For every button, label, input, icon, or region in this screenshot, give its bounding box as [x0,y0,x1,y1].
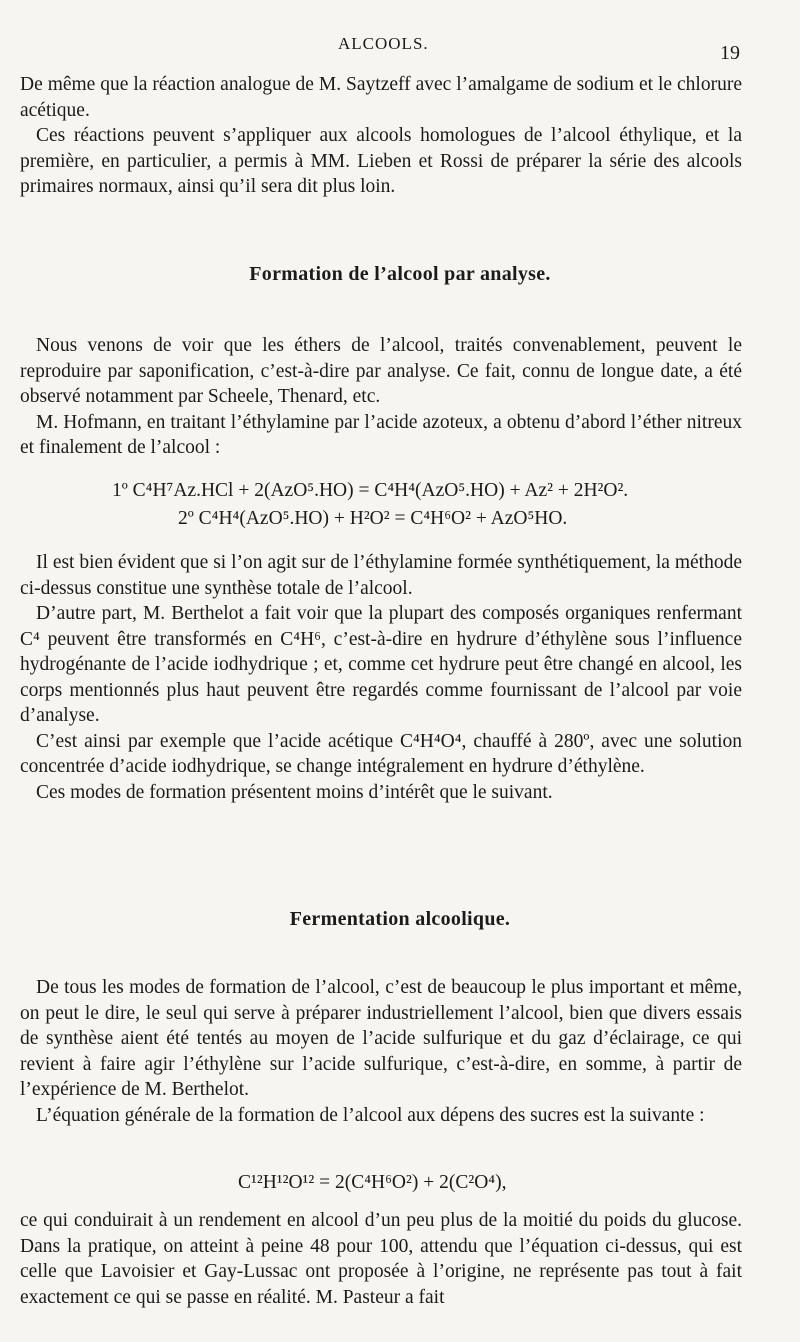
section-heading: Fermentation alcoolique. [289,908,511,930]
paragraph: De tous les modes de formation de l’alcool, c’est de beaucoup le plus important et même, on peut le dire, le seul qui serve à préparer industriellement l’alcool, bien que divers essais de synthèse aient été tentés au moyen de l’acide sulfurique et du gaz d’éclairage, ce qui revient à faire agir l’éthylène sur l’acide sulfurique, c’est-à-dire, en somme, à partir de l’expérience de M. Berthelot. [20,977,742,1100]
running-title: ALCOOLS. [338,34,429,53]
paragraph: M. Hofmann, en traitant l’éthylamine par l’acide azoteux, a obtenu d’abord l’éther nitreux et finalement de l’alcool : [20,411,742,458]
paragraph: ce qui conduirait à un rendement en alcool d’un peu plus de la moitié du poids du glucose. Dans la pratique, on atteint à peine 48 pour 100, attendu que l’équation ci-dessus, qui est celle que Lavoisier et Gay-Lussac ont proposée à l’origine, ne représente pas tout à fait exactement ce qui se passe en réalité. M. Pasteur a fait [20,1210,742,1308]
paragraph: Nous venons de voir que les éthers de l’alcool, traités convenablement, peuvent le reproduire par saponification, c’est-à-dire par analyse. Ce fait, connu de longue date, a été observé notamment par Scheele, Thenard, etc. [20,335,742,407]
paragraph-group-1 [20,72,742,200]
paragraph: Ces réactions peuvent s’appliquer aux alcools homologues de l’alcool éthylique, et la première, en particulier, a permis à MM. Lieben et Rossi de préparer la série des alcools primaires normaux, ainsi qu’il sera dit plus loin. [20,125,742,197]
paragraph: C’est ainsi par exemple que l’acide acétique C⁴H⁴O⁴, chauffé à 280º, avec une solution concentrée d’acide iodhydrique, se change intégralement en hydrure d’éthylène. [20,730,742,777]
page-number: 19 [720,42,740,64]
paragraph: Il est bien évident que si l’on agit sur de l’éthylamine formée synthétiquement, la méthode ci-dessus constitue une synthèse totale de l’alcool. [20,552,742,599]
equation: 1º C⁴H⁷Az.HCl + 2(AzO⁵.HO) = C⁴H⁴(AzO⁵.HO) + Az² + 2H²O². [112,480,629,501]
paragraph: D’autre part, M. Berthelot a fait voir que la plupart des composés organiques renfermant C⁴ peuvent être transformés en C⁴H⁶, c’est-à-dire en hydrure d’éthylène sous l’influence hydrogénante de l’acide iodhydrique ; et, comme cet hydrure peut être changé en alcool, les corps mentionnés plus haut peuvent être regardés comme fournissant de l’alcool par voie d’analyse. [20,603,742,726]
equation: 2º C⁴H⁴(AzO⁵.HO) + H²O² = C⁴H⁶O² + AzO⁵HO. [178,508,568,529]
page-header [0,32,800,62]
paragraph: De même que la réaction analogue de M. Saytzeff avec l’amalgame de sodium et le chlorure acétique. [20,74,742,121]
paragraph-group-4 [20,975,742,1128]
equation: C¹²H¹²O¹² = 2(C⁴H⁶O²) + 2(C²O⁴), [238,1172,507,1193]
paragraph-group-5 [20,1208,742,1310]
paragraph-group-2 [20,333,742,461]
paragraph: Ces modes de formation présentent moins d’intérêt que le suivant. [36,781,553,803]
paragraph: L’équation générale de la formation de l’alcool aux dépens des sucres est la suivante : [36,1104,705,1126]
paragraph-group-3 [20,550,742,805]
section-heading: Formation de l’alcool par analyse. [249,263,551,285]
